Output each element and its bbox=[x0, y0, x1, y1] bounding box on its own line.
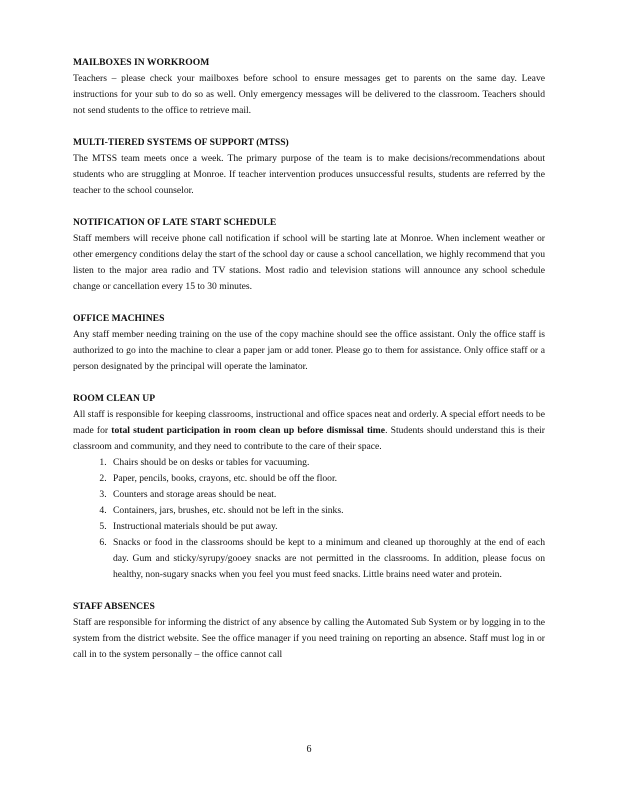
cleanup-list bbox=[73, 455, 545, 583]
list-item: 2. Paper, pencils, books, crayons, etc. should be off the floor. bbox=[109, 471, 545, 487]
section-office-machines bbox=[73, 311, 545, 375]
list-item: 5. Instructional materials should be put away. bbox=[109, 519, 545, 535]
section-text: Any staff member needing training on the use of the copy machine should see the office assistant. Only the office staff is authorized to go into the machine to clear a paper jam or add toner. Please go to them for assistance. Only office staff or a person designated by the principal will operate the laminator. bbox=[73, 329, 545, 372]
list-item: 1. Chairs should be on desks or tables for vacuuming. bbox=[109, 455, 545, 471]
section-heading: NOTIFICATION OF LATE START SCHEDULE bbox=[73, 217, 277, 228]
section-staff-absences bbox=[73, 599, 545, 663]
list-item: 4. Containers, jars, brushes, etc. should not be left in the sinks. bbox=[109, 503, 545, 519]
page-number: 6 bbox=[306, 744, 312, 755]
section-text: Staff are responsible for informing the district of any absence by calling the Automated Sub System or by logging in to the system from the district website. See the office manager if you need training on reporting an absence. Staff must log in or call in to the system personally – the office cannot call bbox=[73, 617, 545, 660]
section-mtss bbox=[73, 135, 545, 199]
section-heading: STAFF ABSENCES bbox=[73, 601, 155, 612]
cleanup-intro: All staff is responsible for keeping classrooms, instructional and office spaces neat and orderly. A special effort needs to be made for bbox=[73, 409, 545, 436]
document-page bbox=[73, 55, 545, 679]
section-text bbox=[73, 407, 545, 455]
section-room-cleanup bbox=[73, 391, 545, 583]
section-heading: ROOM CLEAN UP bbox=[73, 393, 156, 404]
section-heading: MAILBOXES IN WORKROOM bbox=[73, 57, 210, 68]
section-heading: OFFICE MACHINES bbox=[73, 313, 165, 324]
list-item: 6. Snacks or food in the classrooms should be kept to a minimum and cleaned up thoroughly at the end of each day. Gum and sticky/syrupy/gooey snacks are not permitted in the classrooms. In addition, please focus on healthy, non-sugary snacks when you feel you must feed snacks. Little brains need water and protein. bbox=[109, 535, 545, 583]
section-text: The MTSS team meets once a week. The primary purpose of the team is to make decisions/recommendations about students who are struggling at Monroe. If teacher intervention produces unsuccessful results, students are referred by the teacher to the school counselor. bbox=[73, 153, 545, 196]
section-text: Teachers – please check your mailboxes before school to ensure messages get to parents on the same day. Leave instructions for your sub to do so as well. Only emergency messages will be delivered to the classroom. Teachers should not send students to the office to retrieve mail. bbox=[73, 73, 545, 116]
list-item: 3. Counters and storage areas should be neat. bbox=[109, 487, 545, 503]
section-mailboxes bbox=[73, 55, 545, 119]
cleanup-emphasis: total student participation in room clean up before dismissal time bbox=[111, 425, 386, 436]
section-text: Staff members will receive phone call notification if school will be starting late at Monroe. When inclement weather or other emergency conditions delay the start of the school day or cause a school cancellation, we highly recommend that you listen to the major area radio and TV stations. Most radio and television stations will announce any school schedule change or cancellation every 15 to 30 minutes. bbox=[73, 233, 545, 292]
cleanup-rest: . Students should understand this is their classroom and community, and they need to contribute to the care of their space. bbox=[73, 425, 545, 452]
section-late-start bbox=[73, 215, 545, 295]
section-heading: MULTI-TIERED SYSTEMS OF SUPPORT (MTSS) bbox=[73, 137, 289, 148]
